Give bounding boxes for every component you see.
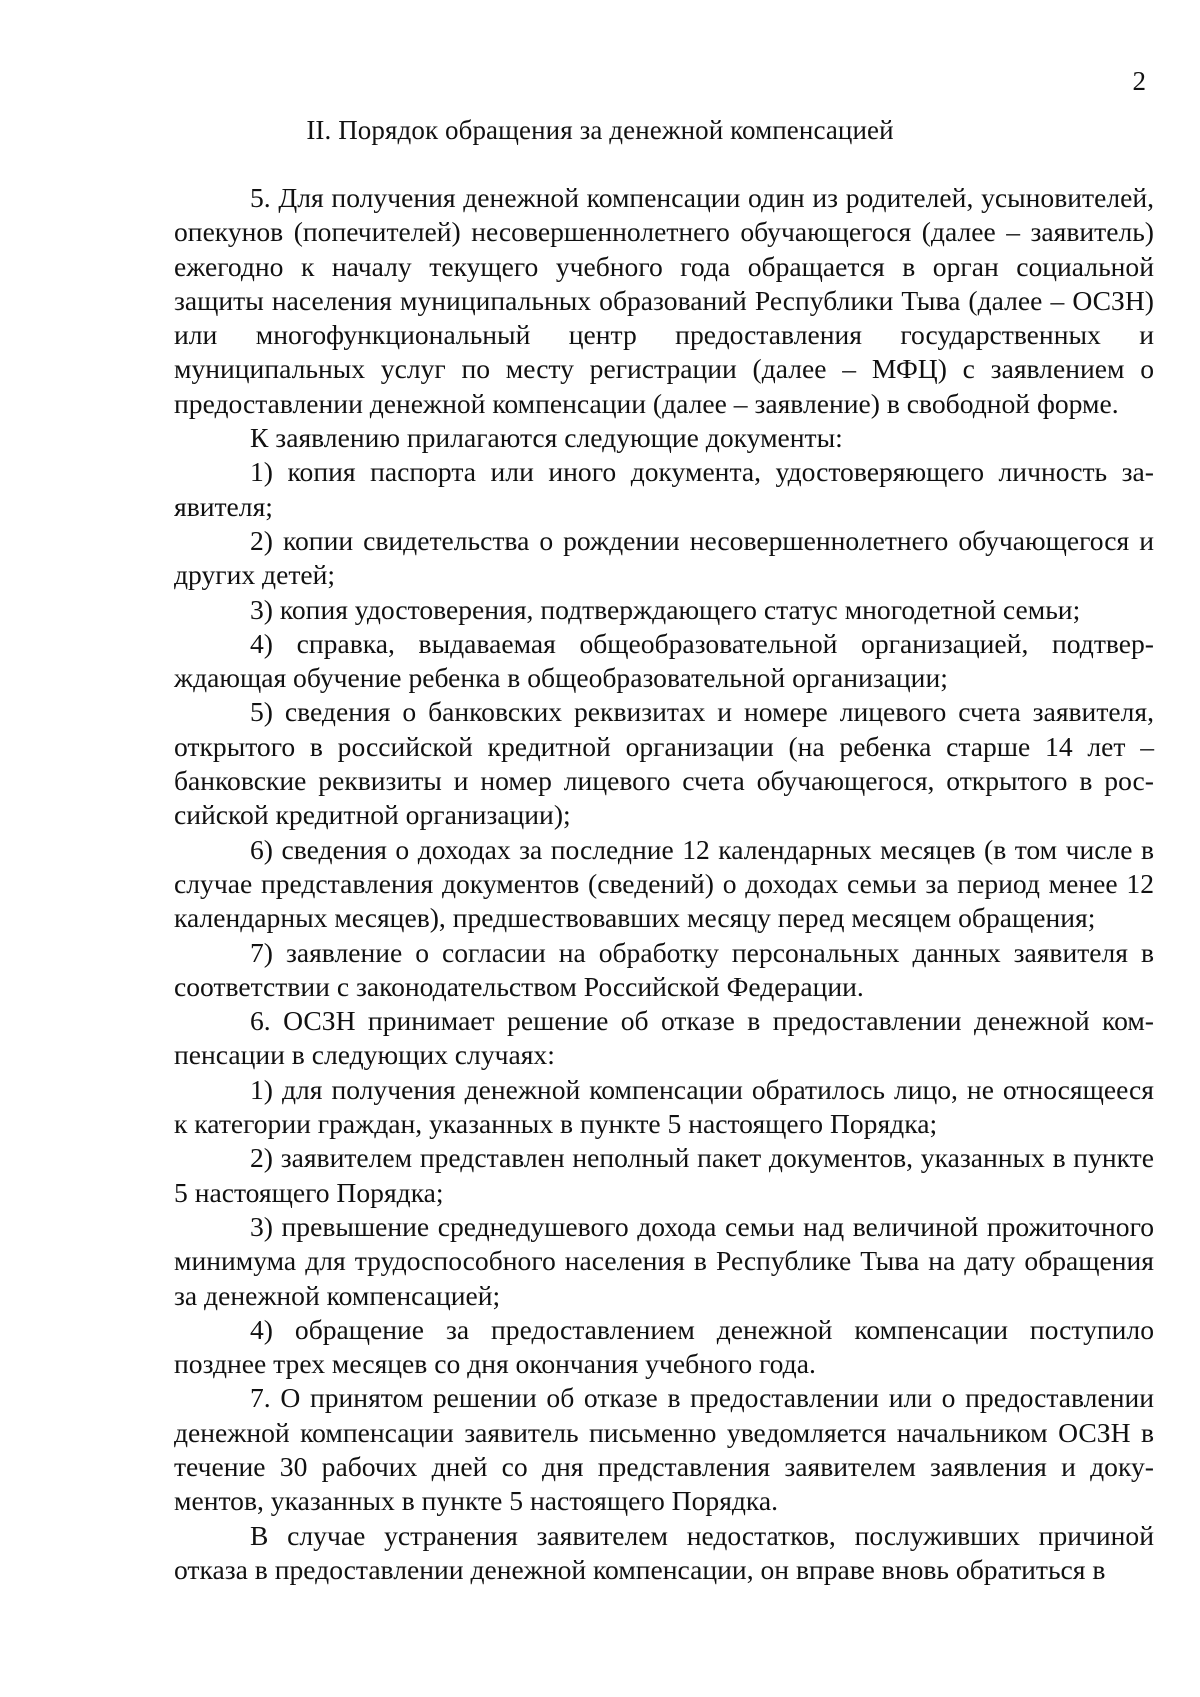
paragraph-list-item: 4) справка, выдаваемая общеобразовательной организацией, подтверждающая обучение ребенка в общеобразовательной организации; <box>174 627 1154 694</box>
paragraph-list-item: 3) копия удостоверения, подтверждающего статус многодетной семьи; <box>250 593 1081 625</box>
section-title: II. Порядок обращения за денежной компенсацией <box>306 115 894 145</box>
paragraph-list-item: 6) сведения о доходах за последние 12 календарных месяцев (в том числе в случае представления документов (сведений) о доходах семьи за период менее 12 календарных месяцев), предшествовавших месяцу перед месяцем обращения; <box>174 833 1154 934</box>
paragraph-list-item: 7) заявление о согласии на обработку персональных данных заявителя в соответствии с законодательством Российской Федерации. <box>174 936 1154 1002</box>
paragraph-list-item: 3) превышение среднедушевого дохода семьи над величиной прожиточного минимума для трудоспособного населения в Республике Тыва на дату обращения за денежной компенсацией; <box>174 1210 1154 1311</box>
paragraph-list-item: 1) для получения денежной компенсации обратилось лицо, не относящееся к категории граждан, указанных в пункте 5 настоящего Порядка; <box>174 1073 1154 1140</box>
paragraph-list-item: 5) сведения о банковских реквизитах и номере лицевого счета заявителя, открытого в российской кредитной организации (на ребенка старше 14 лет – банковские реквизиты и номер лицевого счета обучающегося, открытого в российской кредитной организации); <box>174 696 1154 831</box>
paragraph-item-7: 7. О принятом решении об отказе в предоставлении или о предоставлении денежной компенсации заявитель письменно уведомляется начальником ОСЗН в течение 30 рабочих дней со дня представления заявителем заявления и документов, указанных в пункте 5 настоящего Порядка. <box>174 1382 1154 1517</box>
paragraph-item-6: 6. ОСЗН принимает решение об отказе в предоставлении денежной компенсации в следующих случаях: <box>174 1005 1154 1071</box>
paragraph-list-item: 1) копия паспорта или иного документа, удостоверяющего личность заявителя; <box>174 456 1154 522</box>
document-body <box>174 181 1154 1587</box>
paragraph-attachments-intro: К заявлению прилагаются следующие документы: <box>250 422 843 454</box>
page-number: 2 <box>1132 66 1146 96</box>
paragraph-item-5: 5. Для получения денежной компенсации один из родителей, усыновителей, опекунов (попечителей) несовершеннолетнего обучающегося (далее – заявитель) ежегодно к началу текущего учебного года обращается в орган социальной защиты населения муниципальных образований Республики Тыва (далее – ОСЗН) или многофункциональный центр предоставления государственных и муниципальных услуг по месту регистрации (далее – МФЦ) с заявлением о предоставлении денежной компенсации (далее – заявление) в свободной форме. <box>174 182 1154 419</box>
paragraph-continuation: В случае устранения заявителем недостатков, послуживших причиной отказа в предоставлении денежной компенсации, он вправе вновь обратиться в <box>174 1519 1154 1585</box>
paragraph-list-item: 2) заявителем представлен неполный пакет документов, указанных в пункте 5 настоящего Порядка; <box>174 1142 1154 1208</box>
paragraph-list-item: 2) копии свидетельства о рождении несовершеннолетнего обучающегося и других детей; <box>174 524 1154 591</box>
paragraph-list-item: 4) обращение за предоставлением денежной компенсации поступило позднее трех месяцев со дня окончания учебного года. <box>174 1313 1154 1380</box>
